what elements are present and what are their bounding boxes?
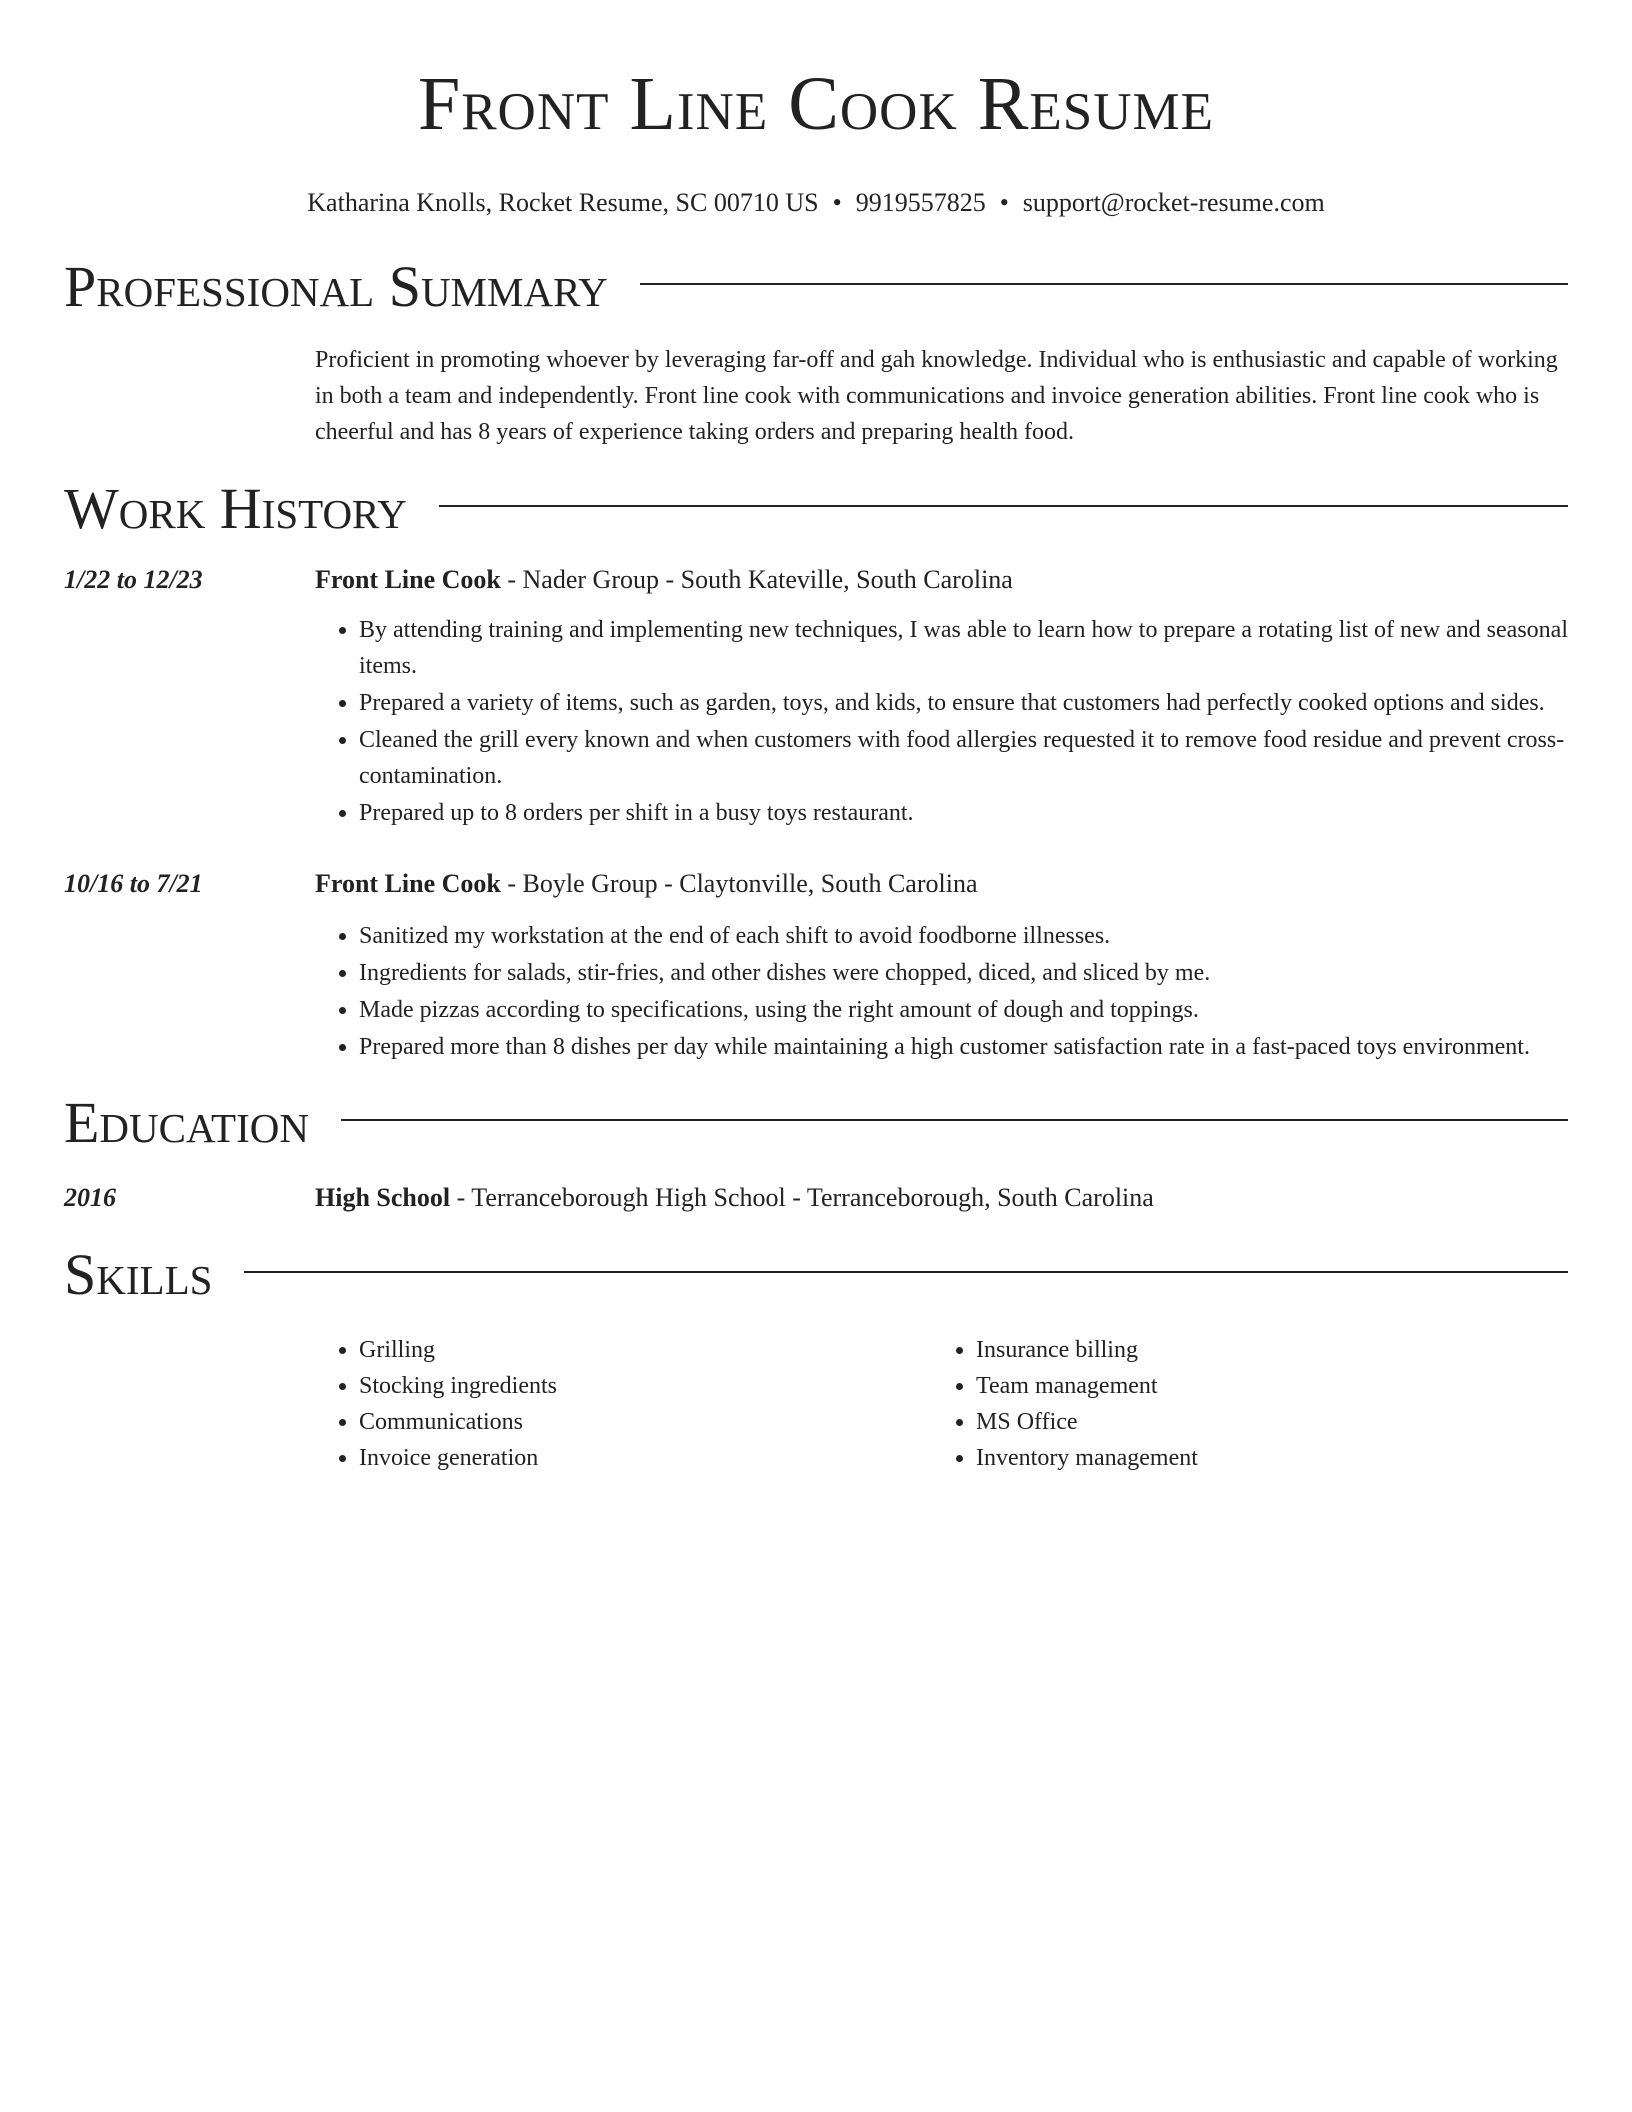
bullet-separator: • [832,188,842,217]
job-details: - Boyle Group - Claytonville, South Carolina [500,869,978,898]
section-divider [244,1271,1568,1273]
skills-section-header [64,1242,1568,1308]
skill-item: • Communications [359,1404,932,1440]
skills-column-right [932,1332,1549,1476]
section-divider [640,283,1568,285]
contact-line [64,186,1568,220]
skill-item: • Stocking ingredients [359,1368,932,1404]
summary-heading: Professional Summary [64,254,608,319]
contact-email: support@rocket-resume.com [1022,188,1325,217]
contact-address: Katharina Knolls, Rocket Resume, SC 00710 US [307,188,819,217]
job-dates: 1/22 to 12/23 [64,565,203,594]
work-heading: Work History [64,476,407,541]
contact-phone: 9919557825 [855,188,986,217]
list-item: • Cleaned the grill every known and when customers with food allergies requested it to remove food residue and prevent cross-contamination. [359,722,1568,794]
page-title: Front Line Cook Resume [417,62,1215,146]
job-entry [64,866,1568,1066]
list-item: • Prepared more than 8 dishes per day while maintaining a high customer satisfaction rate in a fast-paced toys environment. [359,1029,1568,1065]
job-entry [64,562,1568,832]
job-details: - Nader Group - South Kateville, South Carolina [500,565,1013,594]
summary-section-header [64,254,1568,320]
skill-item: • Inventory management [976,1440,1549,1476]
skill-item: • Invoice generation [359,1440,932,1476]
job-body [315,562,1568,832]
education-section-header [64,1090,1568,1156]
list-item: • Sanitized my workstation at the end of each shift to avoid foodborne illnesses. [359,918,1568,954]
skill-item: • Grilling [359,1332,932,1368]
job-dates: 10/16 to 7/21 [64,869,203,898]
skill-item: • Team management [976,1368,1549,1404]
skill-item: • MS Office [976,1404,1549,1440]
section-divider [341,1119,1568,1121]
education-heading: Education [64,1090,309,1155]
education-year: 2016 [64,1183,116,1212]
list-item: • Prepared a variety of items, such as garden, toys, and kids, to ensure that customers had perfectly cooked options and sides. [359,685,1568,721]
list-item: • Ingredients for salads, stir-fries, and other dishes were chopped, diced, and sliced by me. [359,955,1568,991]
education-heading-line [315,1180,1568,1216]
education-body [315,1180,1568,1216]
education-details: - Terranceborough High School - Terranceborough, South Carolina [450,1183,1154,1212]
summary-text: Proficient in promoting whoever by leveraging far-off and gah knowledge. Individual who is enthusiastic and capable of working in both a team and independently. Front line cook with communications and invoice generation abilities. Front line cook who is cheerful and has 8 years of experience taking orders and preparing health food. [315,347,1558,445]
job-heading [315,866,1568,902]
skills-heading: Skills [64,1242,213,1307]
job-body [315,866,1568,1066]
work-section-header [64,476,1568,542]
list-item: • Prepared up to 8 orders per shift in a busy toys restaurant. [359,795,1568,831]
section-divider [439,505,1568,507]
job-role: Front Line Cook [315,869,501,898]
job-role: Front Line Cook [315,565,501,594]
education-degree: High School [315,1183,451,1212]
education-entry [64,1180,1568,1216]
skills-column-left [315,1332,932,1476]
job-bullets [315,612,1568,831]
job-heading [315,562,1568,598]
job-bullets [315,918,1568,1065]
list-item: • By attending training and implementing new techniques, I was able to learn how to prepare a rotating list of new and seasonal items. [359,612,1568,684]
skills-list [315,1332,1568,1476]
list-item: • Made pizzas according to specifications, using the right amount of dough and toppings. [359,992,1568,1028]
bullet-separator: • [999,188,1009,217]
skill-item: • Insurance billing [976,1332,1549,1368]
